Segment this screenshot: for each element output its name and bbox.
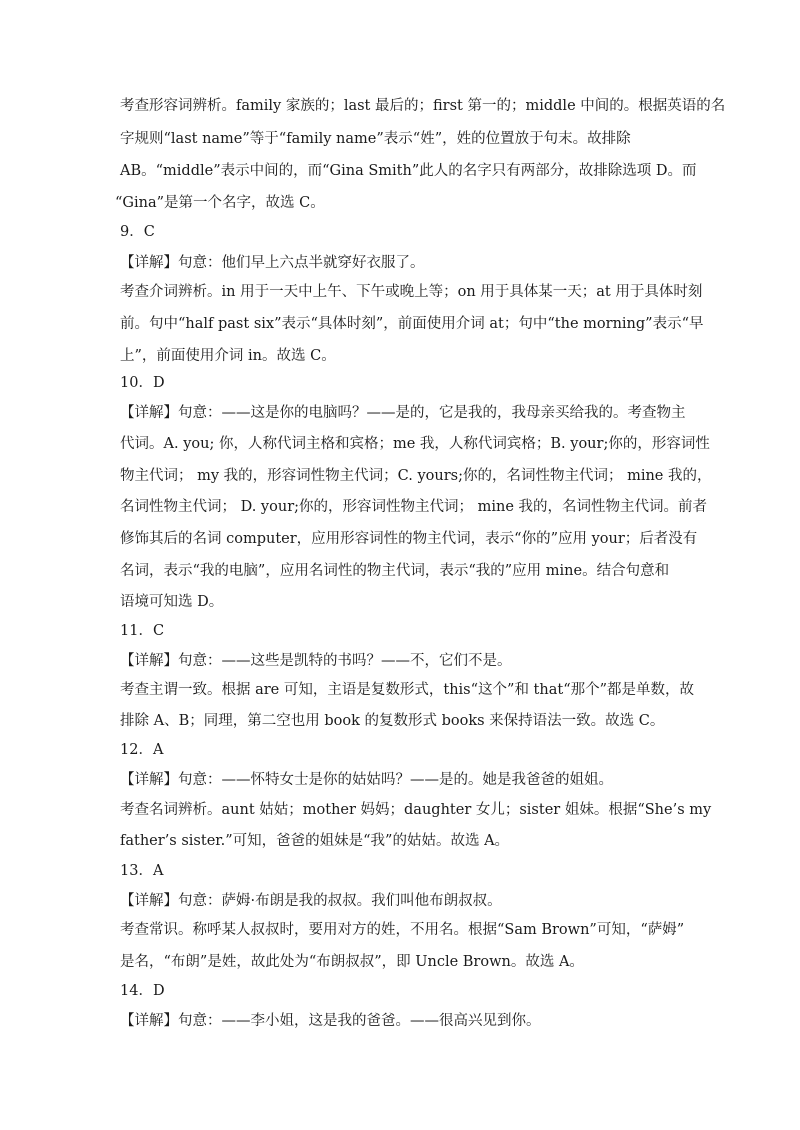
text-line: 考查主谓一致。根据 are 可知，主语是复数形式，this“这个”和 that“那个”都是单数，故 bbox=[120, 682, 695, 698]
explanation-line: 【详解】句意：——李小姐，这是我的爸爸。——很高兴见到你。 bbox=[120, 1013, 541, 1029]
text-line: 物主代词； my 我的，形容词性物主代词；C. yours;你的，名词性物主代词； mine 我的， bbox=[120, 468, 712, 484]
text-line: 语境可知选 D。 bbox=[120, 594, 224, 610]
text-line: 是名，“布朗”是姓，故此处为“布朗叔叔”，即 Uncle Brown。故选 A。 bbox=[120, 954, 584, 970]
text-line: 前。句中“half past six”表示“具体时刻”，前面使用介词 at；句中“the morning”表示“早 bbox=[120, 316, 704, 332]
text-line: “Gina”是第一个名字，故选 C。 bbox=[115, 195, 325, 211]
text-line: 修饰其后的名词 computer，应用形容词性的物主代词，表示“你的”应用 your；后者没有 bbox=[120, 531, 698, 547]
text-line: 名词，表示“我的电脑”，应用名词性的物主代词，表示“我的”应用 mine。结合句意和 bbox=[120, 563, 670, 579]
text-line: 代词。A. you; 你，人称代词主格和宾格；me 我，人称代词宾格；B. your;你的，形容词性 bbox=[120, 436, 710, 452]
text-line: 排除 A、B；同理，第二空也用 book 的复数形式 books 来保持语法一致。故选 C。 bbox=[120, 713, 665, 729]
text-line: 考查名词辨析。aunt 姑姑；mother 妈妈；daughter 女儿；sister 姐妹。根据“She’s my bbox=[120, 802, 712, 818]
text-line: 考查介词辨析。in 用于一天中上午、下午或晚上等；on 用于具体某一天；at 用于具体时刻 bbox=[120, 284, 703, 300]
explanation-line: 【详解】句意：萨姆·布朗是我的叔叔。我们叫他布朗叔叔。 bbox=[120, 893, 502, 909]
question-number: 9．C bbox=[120, 224, 155, 240]
text-line: 字规则“last name”等于“family name”表示“姓”，姓的位置放于句末。故排除 bbox=[120, 131, 631, 147]
text-line: 考查形容词辨析。family 家族的；last 最后的；first 第一的；middle 中间的。根据英语的名 bbox=[120, 98, 726, 114]
question-number: 10．D bbox=[120, 375, 165, 391]
text-line: 上”，前面使用介词 in。故选 C。 bbox=[120, 348, 336, 364]
text-line: 考查常识。称呼某人叔叔时，要用对方的姓，不用名。根据“Sam Brown”可知，“萨姆” bbox=[120, 922, 685, 938]
text-line: father’s sister.”可知，爸爸的姐妹是“我”的姑姑。故选 A。 bbox=[120, 833, 510, 849]
text-line: AB。“middle”表示中间的，而“Gina Smith”此人的名字只有两部分，故排除选项 D。而 bbox=[120, 163, 697, 179]
explanation-line: 【详解】句意：——这是你的电脑吗？——是的，它是我的，我母亲买给我的。考查物主 bbox=[120, 405, 686, 421]
explanation-line: 【详解】句意：——怀特女士是你的姑姑吗？——是的。她是我爸爸的姐姐。 bbox=[120, 772, 613, 788]
explanation-line: 【详解】句意：他们早上六点半就穿好衣服了。 bbox=[120, 255, 425, 271]
question-number: 14．D bbox=[120, 983, 165, 999]
question-number: 13．A bbox=[120, 863, 164, 879]
question-number: 11．C bbox=[120, 623, 165, 639]
text-line: 名词性物主代词； D. your;你的，形容词性物主代词； mine 我的，名词性物主代词。前者 bbox=[120, 499, 708, 515]
question-number: 12．A bbox=[120, 742, 164, 758]
explanation-line: 【详解】句意：——这些是凯特的书吗？——不，它们不是。 bbox=[120, 653, 512, 669]
